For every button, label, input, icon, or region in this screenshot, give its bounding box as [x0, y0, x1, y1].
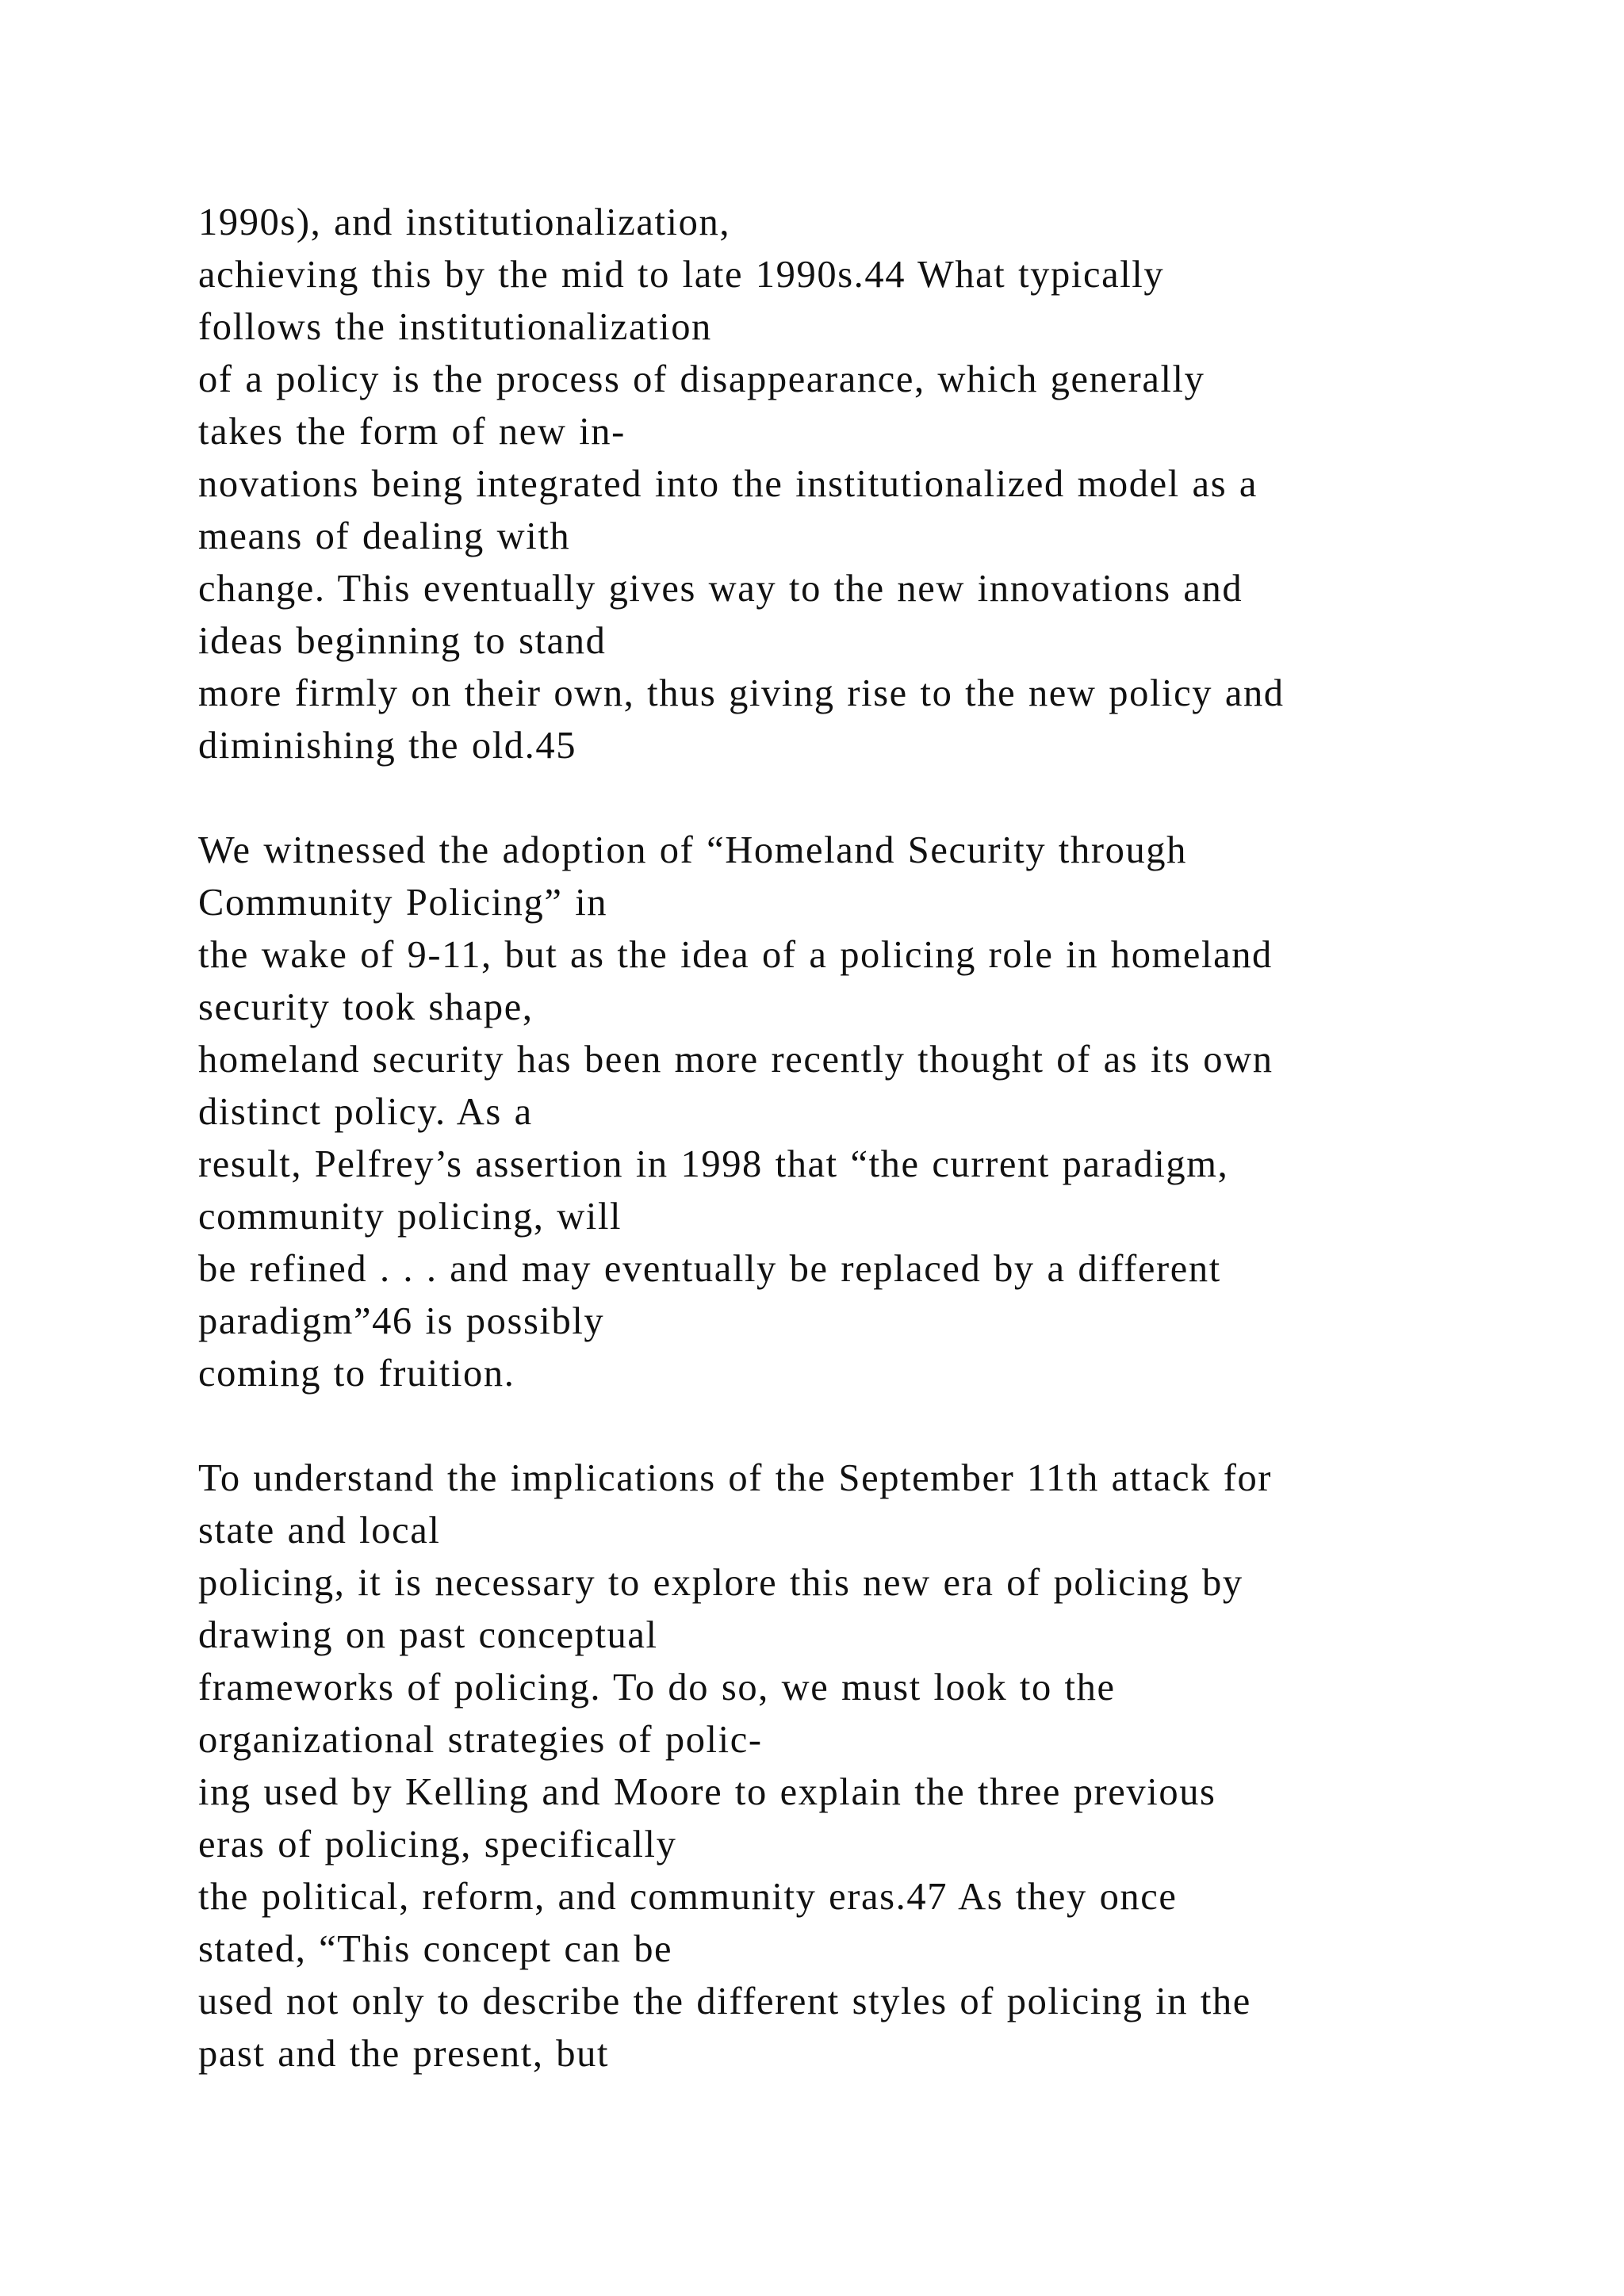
text-line: eras of policing, specifically [198, 1823, 677, 1866]
text-line: the political, reform, and community eras.47 As they once [198, 1876, 1178, 1918]
text-line: takes the form of new in- [198, 411, 626, 453]
text-line: distinct policy. As a [198, 1091, 533, 1133]
text-line: community policing, will [198, 1196, 622, 1238]
text-line: 1990s), and institutionalization, [198, 201, 731, 243]
text-line: past and the present, but [198, 2033, 610, 2075]
text-line: coming to fruition. [198, 1353, 515, 1395]
document-body [198, 197, 1546, 2080]
text-line: change. This eventually gives way to the new innovations and [198, 568, 1243, 610]
text-line: diminishing the old.45 [198, 725, 577, 767]
text-line: ing used by Kelling and Moore to explain the three previous [198, 1771, 1216, 1813]
text-line: homeland security has been more recently thought of as its own [198, 1039, 1274, 1081]
text-line: used not only to describe the different styles of policing in the [198, 1980, 1251, 2022]
text-line: organizational strategies of polic- [198, 1719, 763, 1761]
text-line: of a policy is the process of disappearance, which generally [198, 358, 1205, 400]
text-line: paradigm”46 is possibly [198, 1300, 605, 1342]
text-line: result, Pelfrey’s assertion in 1998 that “the current paradigm, [198, 1143, 1229, 1185]
text-line: novations being integrated into the institutionalized model as a [198, 463, 1258, 505]
paragraph-gap [198, 1400, 1546, 1452]
text-line: To understand the implications of the September 11th attack for [198, 1457, 1273, 1499]
text-line: frameworks of policing. To do so, we must look to the [198, 1667, 1116, 1709]
paragraph-2 [198, 825, 1546, 1400]
text-line: be refined . . . and may eventually be replaced by a different [198, 1248, 1221, 1290]
paragraph-3 [198, 1452, 1546, 2080]
text-line: stated, “This concept can be [198, 1928, 673, 1970]
text-line: policing, it is necessary to explore this new era of policing by [198, 1562, 1243, 1604]
paragraph-1 [198, 197, 1546, 772]
text-line: drawing on past conceptual [198, 1614, 658, 1656]
text-line: state and local [198, 1510, 441, 1552]
text-line: means of dealing with [198, 515, 571, 557]
text-line: security took shape, [198, 986, 534, 1028]
text-line: ideas beginning to stand [198, 620, 607, 662]
paragraph-gap [198, 772, 1546, 825]
text-line: follows the institutionalization [198, 306, 712, 348]
text-line: more firmly on their own, thus giving rise to the new policy and [198, 672, 1285, 714]
text-line: achieving this by the mid to late 1990s.44 What typically [198, 254, 1165, 296]
text-line: We witnessed the adoption of “Homeland Security through [198, 829, 1188, 871]
text-line: Community Policing” in [198, 882, 608, 924]
text-line: the wake of 9-11, but as the idea of a policing role in homeland [198, 934, 1273, 976]
